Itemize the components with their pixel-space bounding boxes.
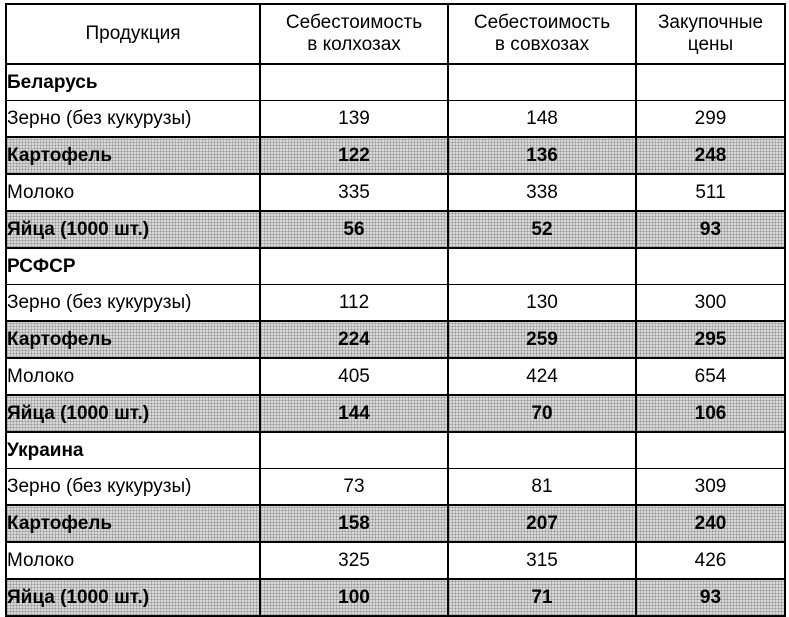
document-page [0,3,789,608]
cell-purchase-price [636,432,785,469]
table-row [6,64,785,101]
table-row [6,579,785,616]
cell-kolkhoz-cost: 122 [260,137,448,174]
row-label: Картофель [6,137,260,174]
cell-purchase-price [636,248,785,285]
cell-purchase-price: 309 [636,469,785,506]
region-label: РСФСР [6,248,260,285]
table-row [6,248,785,285]
cell-sovkhoz-cost: 136 [448,137,636,174]
table-body [6,4,785,616]
cell-purchase-price: 299 [636,101,785,138]
row-label: Зерно (без кукурузы) [6,469,260,506]
cell-kolkhoz-cost [260,64,448,101]
column-header-kolkhoz-cost [260,4,448,64]
table-row [6,358,785,395]
cell-sovkhoz-cost: 130 [448,285,636,322]
cell-purchase-price: 93 [636,211,785,248]
cell-sovkhoz-cost: 259 [448,321,636,358]
column-header-sovkhoz-cost-line1: Себестоимость [473,11,611,33]
row-label: Зерно (без кукурузы) [6,285,260,322]
cell-kolkhoz-cost: 56 [260,211,448,248]
column-header-purchase-prices [636,4,785,64]
column-header-sovkhoz-cost [448,4,636,64]
row-label: Молоко [6,542,260,579]
cell-kolkhoz-cost: 224 [260,321,448,358]
cell-sovkhoz-cost: 315 [448,542,636,579]
cell-kolkhoz-cost: 335 [260,174,448,211]
row-label: Яйца (1000 шт.) [6,579,260,616]
cell-kolkhoz-cost [260,432,448,469]
row-label: Молоко [6,174,260,211]
column-header-product-line1: Продукция [85,22,181,44]
table-row [6,469,785,506]
cell-kolkhoz-cost: 325 [260,542,448,579]
cell-purchase-price: 240 [636,505,785,542]
region-label: Беларусь [6,64,260,101]
cell-kolkhoz-cost: 73 [260,469,448,506]
cell-sovkhoz-cost: 207 [448,505,636,542]
cell-kolkhoz-cost: 100 [260,579,448,616]
table-row [6,505,785,542]
cell-sovkhoz-cost: 81 [448,469,636,506]
cell-kolkhoz-cost: 144 [260,395,448,432]
column-header-product [6,4,260,64]
cell-kolkhoz-cost [260,248,448,285]
cell-sovkhoz-cost: 70 [448,395,636,432]
cell-purchase-price: 295 [636,321,785,358]
table-row [6,211,785,248]
row-label: Картофель [6,321,260,358]
statistics-table [5,3,786,617]
cell-sovkhoz-cost: 52 [448,211,636,248]
cell-purchase-price: 654 [636,358,785,395]
column-header-purchase-prices-line2: цены [687,34,734,55]
cell-sovkhoz-cost: 424 [448,358,636,395]
table-row [6,101,785,138]
row-label: Картофель [6,505,260,542]
cell-kolkhoz-cost: 139 [260,101,448,138]
cell-purchase-price: 106 [636,395,785,432]
table-row [6,542,785,579]
cell-kolkhoz-cost: 405 [260,358,448,395]
row-label: Яйца (1000 шт.) [6,395,260,432]
row-label: Молоко [6,358,260,395]
cell-kolkhoz-cost: 158 [260,505,448,542]
cell-purchase-price: 248 [636,137,785,174]
cell-purchase-price: 511 [636,174,785,211]
column-header-kolkhoz-cost-line1: Себестоимость [285,11,423,33]
cell-sovkhoz-cost: 148 [448,101,636,138]
cell-purchase-price: 426 [636,542,785,579]
table-row [6,285,785,322]
table-row [6,137,785,174]
cell-sovkhoz-cost [448,248,636,285]
table-row [6,174,785,211]
cell-purchase-price: 300 [636,285,785,322]
region-label: Украина [6,432,260,469]
cell-sovkhoz-cost: 71 [448,579,636,616]
cell-purchase-price: 93 [636,579,785,616]
column-header-kolkhoz-cost-line2: в колхозах [307,34,401,55]
row-label: Яйца (1000 шт.) [6,211,260,248]
column-header-sovkhoz-cost-line2: в совхозах [494,34,590,55]
cell-sovkhoz-cost [448,64,636,101]
table-row [6,395,785,432]
cell-sovkhoz-cost [448,432,636,469]
cell-sovkhoz-cost: 338 [448,174,636,211]
column-header-purchase-prices-line1: Закупочные [657,11,764,33]
cell-purchase-price [636,64,785,101]
table-row [6,432,785,469]
table-row [6,321,785,358]
cell-kolkhoz-cost: 112 [260,285,448,322]
table-header-row [6,4,785,64]
row-label: Зерно (без кукурузы) [6,101,260,138]
